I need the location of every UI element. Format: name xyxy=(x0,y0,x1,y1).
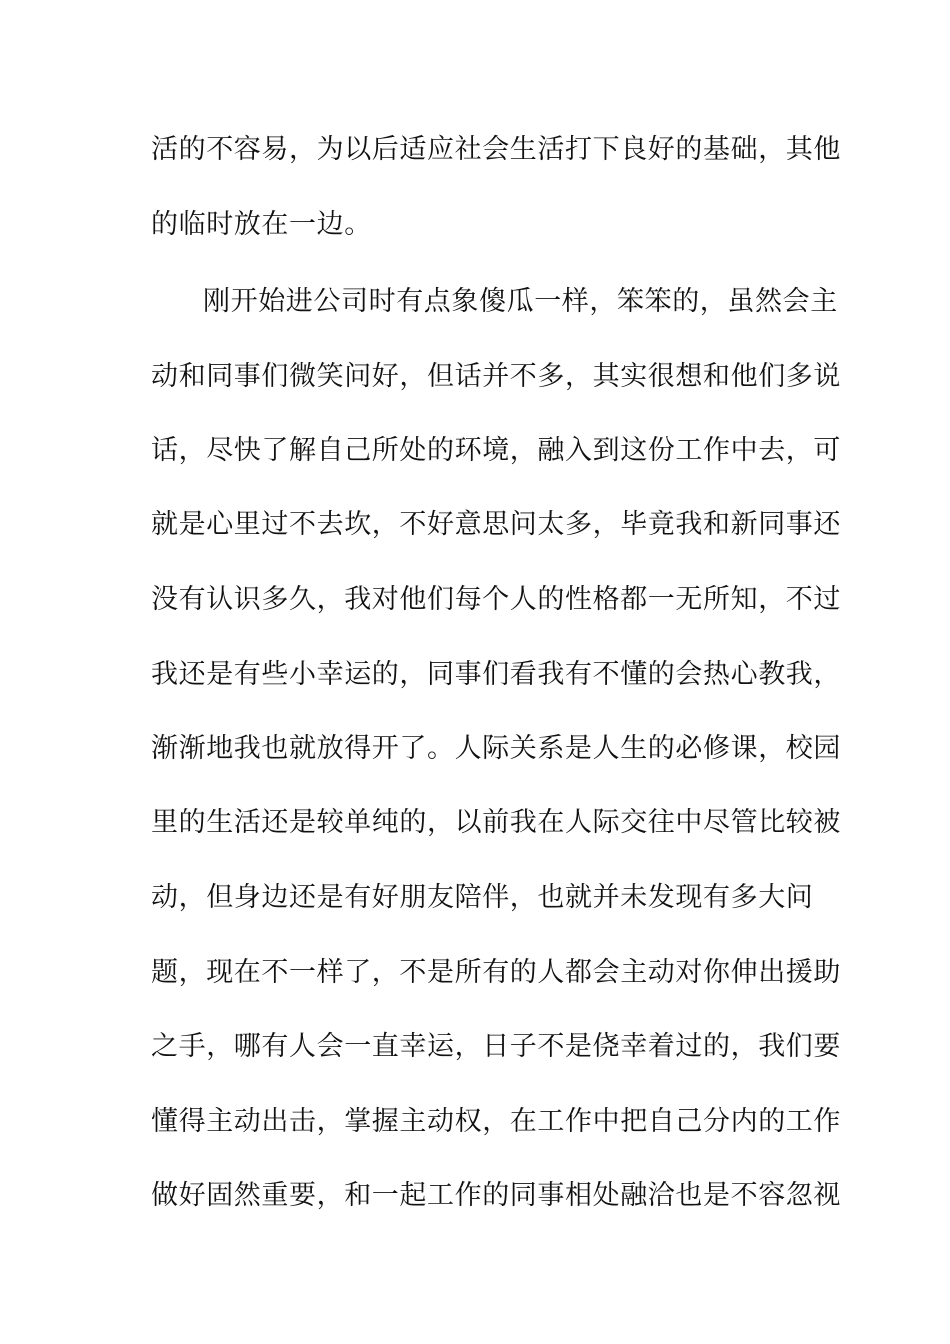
text-line: 动，但身边还是有好朋友陪伴，也就并未发现有多大问 xyxy=(151,882,814,913)
text-line: 懂得主动出击，掌握主动权，在工作中把自己分内的工作 xyxy=(151,1106,841,1137)
text-line: 动和同事们微笑问好，但话并不多，其实很想和他们多说 xyxy=(151,361,841,392)
text-line: 渐渐地我也就放得开了。人际关系是人生的必修课，校园 xyxy=(151,733,841,764)
text-line: 我还是有些小幸运的，同事们看我有不懂的会热心教我， xyxy=(151,659,841,690)
text-line: 活的不容易，为以后适应社会生活打下良好的基础，其他 xyxy=(151,134,841,165)
paragraph-first-line: 刚开始进公司时有点象傻瓜一样，笨笨的，虽然会主 xyxy=(203,286,838,317)
text-line: 就是心里过不去坎，不好意思问太多，毕竟我和新同事还 xyxy=(151,509,841,540)
text-line: 里的生活还是较单纯的，以前我在人际交往中尽管比较被 xyxy=(151,807,841,838)
text-line: 题，现在不一样了，不是所有的人都会主动对你伸出援助 xyxy=(151,957,841,988)
text-line: 之手，哪有人会一直幸运，日子不是侥幸着过的，我们要 xyxy=(151,1031,841,1062)
text-line: 没有认识多久，我对他们每个人的性格都一无所知，不过 xyxy=(151,584,841,615)
text-line: 的临时放在一边。 xyxy=(151,209,372,240)
text-line: 做好固然重要，和一起工作的同事相处融洽也是不容忽视 xyxy=(151,1180,841,1211)
text-line: 话，尽快了解自己所处的环境，融入到这份工作中去，可 xyxy=(151,435,841,466)
